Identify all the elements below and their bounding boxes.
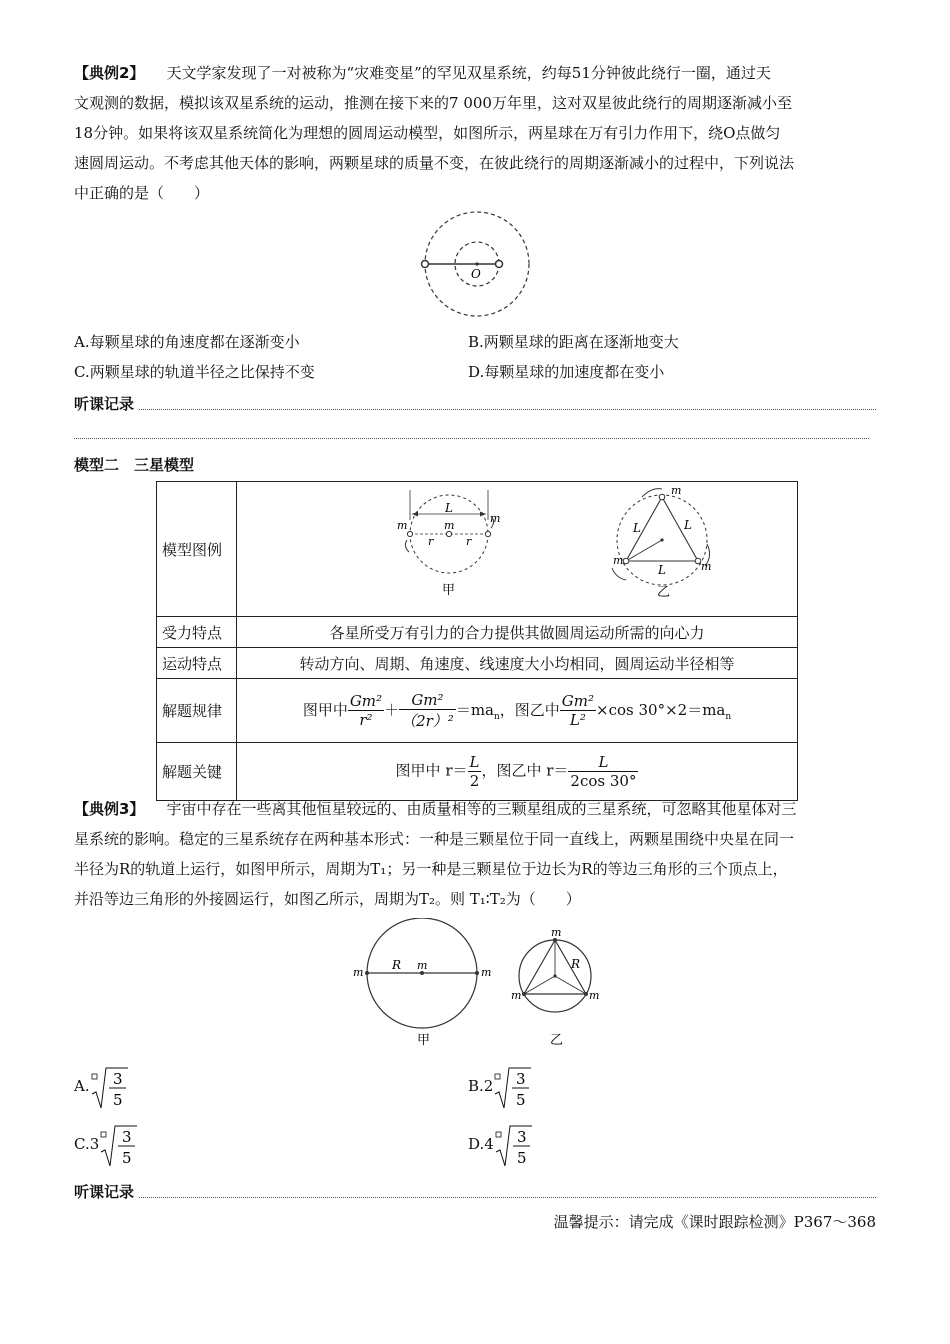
star-right — [496, 261, 503, 268]
ex3-b-m-top: m — [551, 926, 562, 939]
fig-b-m-top: m — [671, 484, 682, 497]
example3-text — [74, 794, 877, 914]
example2-line-5: 中正确的是（ ） — [74, 184, 210, 202]
ex3-b-R: R — [571, 957, 581, 971]
svg-text:3: 3 — [516, 1128, 527, 1146]
ex3-b-m-right: m — [589, 989, 600, 1002]
rule-prefix: 图甲中 — [302, 700, 348, 719]
row-motion-text: 转动方向、周期、角速度、线速度大小均相同，圆周运动半径相等 — [237, 648, 798, 679]
row-motion-label: 运动特点 — [157, 648, 237, 679]
example3-line-2: 星系统的影响。稳定的三星系统存在两种基本形式：一种是三颗星位于同一直线上，两颗星围绕中央星在同一 — [74, 830, 795, 848]
example3-line-4: 并沿等边三角形的外接圆运行，如图乙所示，周期为T₂。则 T₁∶T₂为（ ） — [74, 890, 581, 908]
fig-a-m-right: m — [490, 512, 501, 525]
example2-line-4: 速圆周运动。不考虑其他天体的影响，两颗星球的质量不变，在彼此绕行的周期逐渐减小的过程中，下列说法 — [74, 154, 795, 172]
ex3-a-caption: 甲 — [417, 1033, 431, 1048]
cube-root-c — [99, 1122, 139, 1168]
example2-notes-line[interactable] — [139, 409, 876, 410]
row-rule-formula: 图甲中 $\frac{\text{Gm²}}{\text{r²}}$ ＋ $\frac{\text{Gm²}}{\text{（2r）²}}$ $=ma_n$，图乙中 $\frac{\text{Gm²}}{\text{L²}}$ ×cos $30^\circ\times 2=ma_n$ — [237, 679, 798, 743]
svg-text:5: 5 — [516, 1091, 526, 1109]
ex3-b-m-left: m — [511, 989, 522, 1002]
binary-star-figure — [415, 208, 540, 323]
ex3-fig-a — [353, 918, 491, 1048]
center-o-label: O — [471, 267, 481, 281]
example3-figures — [345, 918, 605, 1053]
fig-a-r-left: r — [428, 535, 434, 548]
ex3-a-m-right: m — [481, 966, 492, 979]
ex3-opt-d-prefix: D.4 — [468, 1135, 494, 1153]
rule-frac-2: $\frac{\text{Gm²}}{\text{（2r）²}}$ — [401, 690, 454, 730]
ex3-a-m-left: m — [353, 966, 364, 979]
example3-line-3: 半径为R的轨道上运行，如图甲所示，周期为T₁；另一种是三颗星位于边长为R的等边三角形的三个顶点上， — [74, 860, 788, 878]
example3-option-b[interactable] — [468, 1064, 533, 1110]
fig-a-caption: 甲 — [442, 583, 456, 598]
fig-b-L-bottom: L — [658, 563, 666, 577]
row-rule-label: 解题规律 — [157, 679, 237, 743]
example2-text — [74, 58, 877, 208]
rule-eq-a: ＝ma — [455, 700, 494, 719]
fig-a-m-left: m — [397, 519, 408, 532]
three-star-figures — [237, 482, 797, 612]
footer-tip: 温馨提示：请完成《课时跟踪检测》P367～368 — [553, 1213, 876, 1231]
fig-b-m-left: m — [613, 554, 624, 567]
example3-option-a[interactable] — [74, 1064, 130, 1110]
key-mid: ，图乙中 r＝ — [481, 761, 569, 780]
fig-a-m-center: m — [444, 519, 455, 532]
cube-root-b — [493, 1064, 533, 1110]
example3-tag: 【典例3】 — [74, 800, 145, 818]
fig-b-m-right: m — [701, 560, 712, 573]
example2-option-a[interactable]: A.每颗星球的角速度都在逐渐变小 — [74, 333, 300, 351]
svg-text:3: 3 — [122, 1128, 132, 1146]
key-frac-1: $\frac{L}{2}$ — [469, 753, 480, 790]
svg-text:5: 5 — [112, 1091, 123, 1109]
example3-line-1: 宇宙中存在一些离其他恒星较远的、由质量相等的三颗星组成的三星系统，可忽略其他星体对三 — [166, 800, 797, 818]
section-divider — [74, 438, 869, 439]
fig-a-linear — [397, 490, 500, 598]
fig-b-caption: 乙 — [657, 585, 671, 600]
example3-notes-label: 听课记录 — [74, 1183, 135, 1201]
model2-table — [156, 481, 798, 801]
svg-text:3: 3 — [516, 1070, 526, 1088]
example2-option-d[interactable]: D.每颗星球的加速度都在变小 — [468, 363, 665, 381]
row-figure-content — [237, 482, 798, 617]
model2-heading: 模型二 三星模型 — [74, 456, 195, 474]
example2-tag: 【典例2】 — [74, 64, 145, 82]
key-prefix: 图甲中 r＝ — [395, 761, 468, 780]
row-figure-label: 模型图例 — [157, 482, 237, 617]
cube-root-d — [494, 1122, 534, 1168]
fig-b-L-left: L — [633, 521, 641, 535]
rule-sub-b: n — [725, 711, 732, 722]
example2-line-1: 天文学家发现了一对被称为“灾难变星”的罕见双星系统，约每51分钟彼此绕行一圈，通过天 — [166, 64, 771, 82]
example3-option-c[interactable] — [74, 1122, 139, 1168]
example2-option-b[interactable]: B.两颗星球的距离在逐渐地变大 — [468, 333, 679, 351]
fig-a-r-right: r — [466, 535, 472, 548]
ex3-opt-b-prefix: B.2 — [468, 1077, 494, 1095]
example2-notes-label: 听课记录 — [74, 395, 135, 413]
row-force-text: 各星所受万有引力的合力提供其做圆周运动所需的向心力 — [237, 617, 798, 648]
rule-tail: ×cos 30°×2＝ma — [596, 700, 726, 719]
rule-sub-a: n — [493, 711, 500, 722]
row-force-label: 受力特点 — [157, 617, 237, 648]
cube-root-a — [90, 1064, 130, 1110]
svg-text:3: 3 — [112, 1070, 123, 1088]
row-key-label: 解题关键 — [157, 743, 237, 801]
example2-line-3: 18分钟。如果将该双星系统简化为理想的圆周运动模型，如图所示，两星球在万有引力作用下，绕O点做匀 — [74, 124, 781, 142]
rule-mid: ，图乙中 — [499, 700, 560, 719]
fig-a-L: L — [445, 501, 453, 515]
rule-frac-3: $\frac{\text{Gm²}}{\text{L²}}$ — [561, 692, 595, 729]
ex3-a-m-center: m — [417, 959, 428, 972]
svg-text:5: 5 — [122, 1149, 132, 1167]
example2-option-c[interactable]: C.两颗星球的轨道半径之比保持不变 — [74, 363, 315, 381]
ex3-fig-b — [511, 926, 599, 1048]
example3-option-d[interactable] — [468, 1122, 534, 1168]
star-left — [422, 261, 429, 268]
svg-text:5: 5 — [516, 1149, 527, 1167]
ex3-opt-c-prefix: C.3 — [74, 1135, 100, 1153]
ex3-b-caption: 乙 — [550, 1033, 564, 1048]
fig-b-L-right: L — [684, 518, 692, 532]
example2-line-2: 文观测的数据，模拟该双星系统的运动，推测在接下来的7 000万年里，这对双星彼此绕行的周期逐渐减小至 — [74, 94, 792, 112]
fig-b-triangle — [612, 484, 711, 600]
key-frac-2: $\frac{L}{2\cos 30^\circ}$ — [570, 753, 637, 790]
example3-notes-line[interactable] — [139, 1197, 876, 1198]
ex3-opt-a-prefix: A. — [74, 1077, 90, 1095]
ex3-a-R: R — [392, 958, 402, 972]
row-key-formula — [237, 743, 798, 801]
rule-frac-1: $\frac{\text{Gm²}}{\text{r²}}$ — [349, 692, 383, 729]
